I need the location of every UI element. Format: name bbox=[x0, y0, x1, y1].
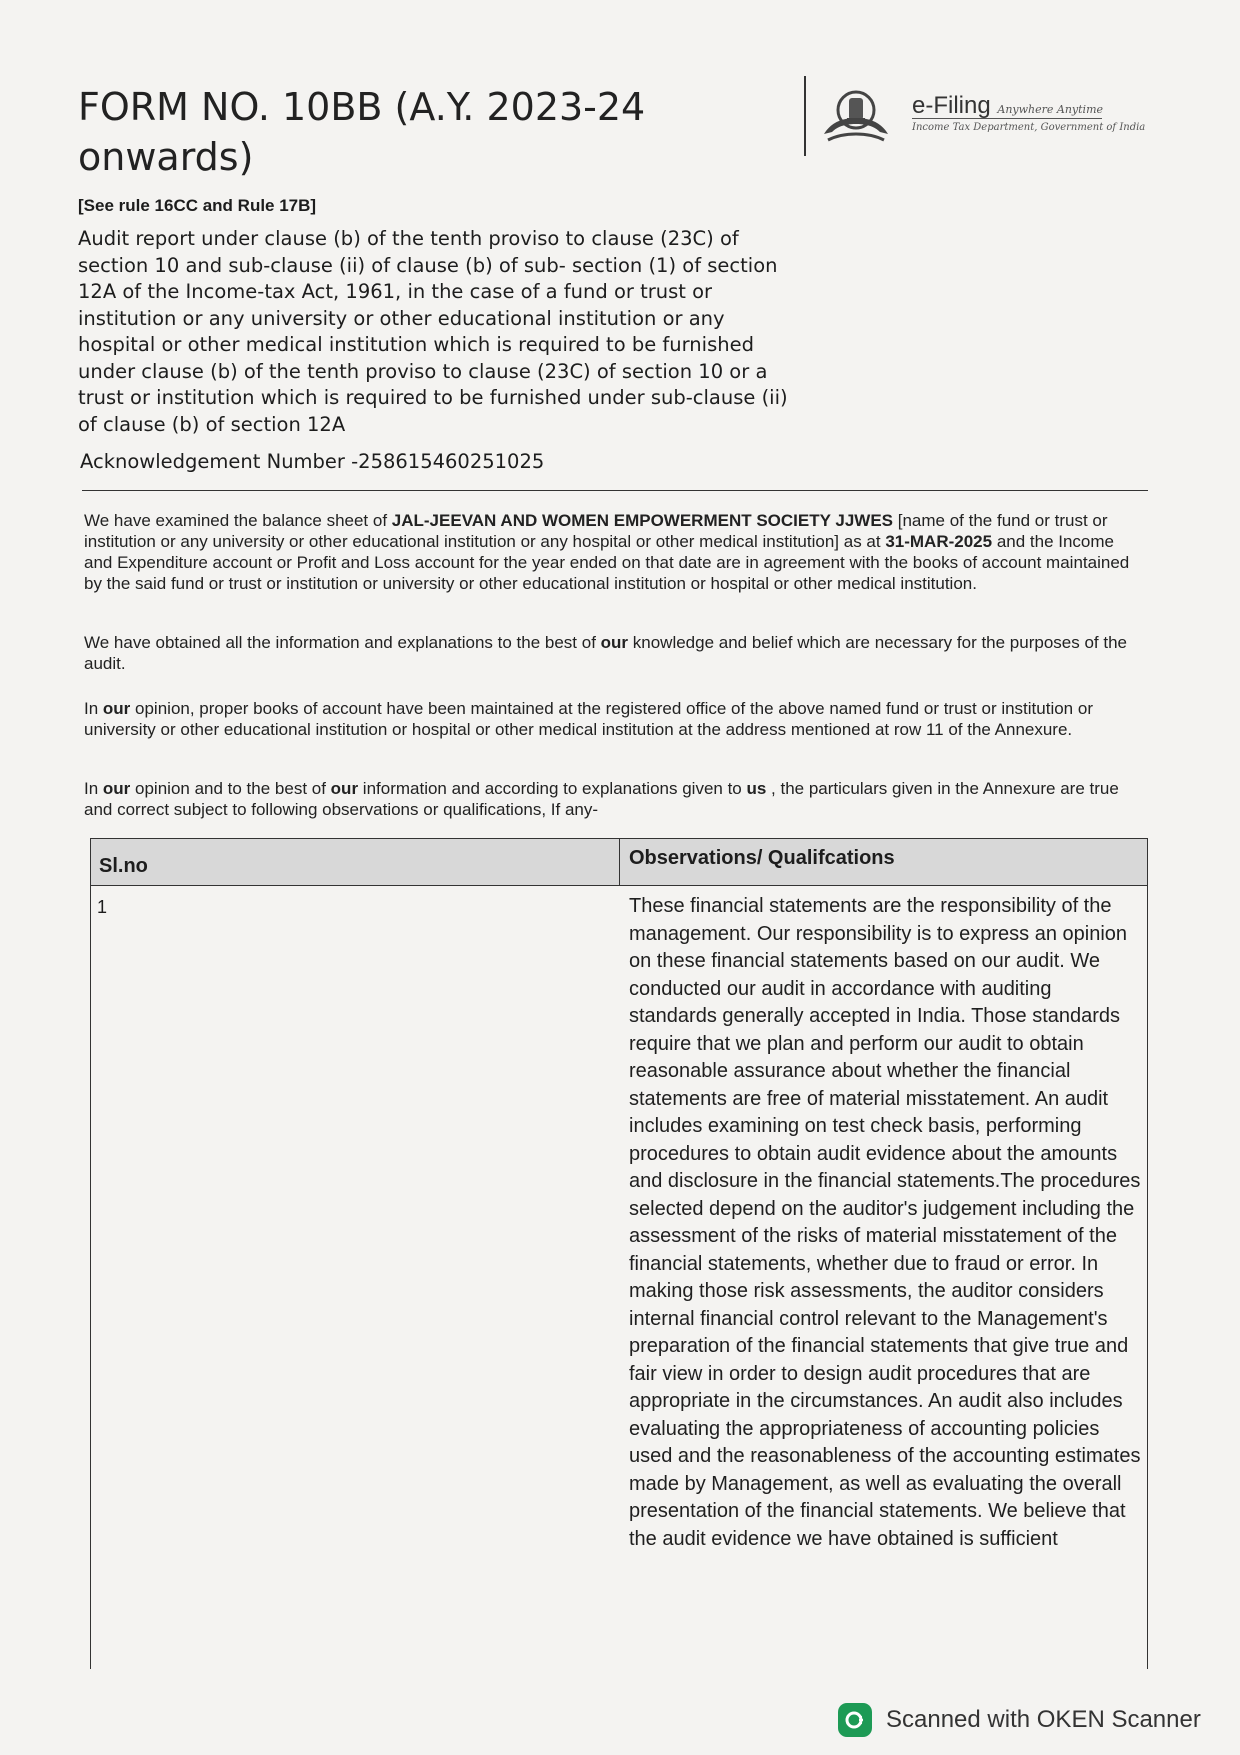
form-description: Audit report under clause (b) of the tenth proviso to clause (23C) of section 10 and sub-clause (ii) of clause (b) of sub- section (1) of section 12A of the Income-tax Act, 1961, in the case of a fund or trust or institution or any university or other educational institution or any hospital or other medical institution which is required to be furnished under clause (b) of the tenth proviso to clause (23C) of section 10 or a trust or institution which is required to be furnished under sub-clause (ii) of clause (b) of section 12A bbox=[78, 227, 788, 436]
header-divider bbox=[82, 490, 1148, 491]
entity-name: JAL-JEEVAN AND WOMEN EMPOWERMENT SOCIETY JJWES bbox=[391, 511, 894, 530]
rule-reference: [See rule 16CC and Rule 17B] bbox=[78, 196, 317, 215]
header-slno: Sl.no bbox=[99, 855, 148, 877]
observations-table bbox=[90, 838, 1148, 1669]
p4-prefix: In bbox=[84, 779, 103, 798]
p2-suffix: knowledge and belief which are necessary for the purposes of the audit. bbox=[84, 633, 1127, 673]
table-header bbox=[91, 839, 1147, 886]
scanner-glyph-icon bbox=[843, 1708, 867, 1732]
p1-prefix: We have examined the balance sheet of bbox=[84, 511, 392, 530]
logo-divider bbox=[804, 76, 806, 156]
p1-suffix: and the Income and Expenditure account or Profit and Loss account for the year ended on that date are in agreement with the books of account maintained by the said fund or trust or institution or university or other educational institution or hospital or other medical institution. bbox=[84, 532, 1130, 593]
p4-bold-1: our bbox=[102, 779, 131, 798]
p3-suffix: opinion, proper books of account have been maintained at the registered office of the above named fund or trust or institution or university or other educational institution or hospital or other medical institution at the address mentioned at row 11 of the Annexure. bbox=[84, 699, 1093, 739]
p1-middle: [name of the fund or trust or institution or any university or other educational institution or any hospital or other medical institution] as at bbox=[84, 511, 1108, 551]
p4-bold-2: our bbox=[330, 779, 359, 798]
paragraph-information bbox=[84, 632, 1144, 674]
p2-prefix: We have obtained all the information and explanations to the best of bbox=[84, 633, 601, 652]
p3-prefix: In bbox=[84, 699, 103, 718]
form-title: FORM NO. 10BB (A.Y. 2023-24 onwards) bbox=[78, 85, 646, 179]
header-column-divider bbox=[619, 839, 620, 885]
efiling-subtitle: Income Tax Department, Government of India bbox=[912, 122, 1146, 133]
efiling-logo-text bbox=[912, 92, 1103, 120]
efiling-name: e-Filing bbox=[912, 92, 991, 119]
acknowledgement-number: Acknowledgement Number -258615460251025 bbox=[80, 450, 545, 473]
efiling-tagline: Anywhere Anytime bbox=[997, 103, 1104, 116]
p3-bold: our bbox=[102, 699, 131, 718]
p4-bold-3: us bbox=[746, 779, 767, 798]
paragraph-balance-sheet bbox=[84, 510, 1144, 594]
p4-middle-1: opinion and to the best of bbox=[130, 779, 331, 798]
p2-bold: our bbox=[600, 633, 629, 652]
row-observation: These financial statements are the responsibility of the management. Our responsibility is to express an opinion on these financial statements based on our audit. We conducted our audit in accordance with auditing standards generally accepted in India. Those standards require that we plan and perform our audit to obtain reasonable assurance about whether the financial statements are free of material misstatement. An audit includes examining on test check basis, performing procedures to obtain audit evidence about the amounts and disclosure in the financial statements.The procedures selected depend on the auditor's judgement including the assessment of the risks of material misstatement of the financial statements, whether due to fraud or error. In making those risk assessments, the auditor considers internal financial control relevant to the Management's preparation of the financial statements that give true and fair view in order to design audit procedures that are appropriate in the circumstances. An audit also includes evaluating the appropriateness of accounting policies used and the reasonableness of the accounting estimates made by Management, as well as evaluating the overall presentation of the financial statements. We believe that the audit evidence we have obtained is sufficient bbox=[629, 895, 1141, 1550]
paragraph-books-of-account bbox=[84, 698, 1144, 740]
p4-suffix: , the particulars given in the Annexure are true and correct subject to following observations or qualifications, If any- bbox=[84, 779, 1119, 819]
p4-middle-2: information and according to explanations given to bbox=[358, 779, 747, 798]
scanner-watermark bbox=[838, 1700, 1218, 1740]
balance-sheet-date: 31-MAR-2025 bbox=[885, 532, 993, 551]
paragraph-opinion bbox=[84, 778, 1144, 820]
efiling-underline bbox=[912, 118, 1102, 119]
header-observations: Observations/ Qualifcations bbox=[629, 847, 895, 869]
scanner-logo-icon bbox=[838, 1703, 872, 1737]
row-slno: 1 bbox=[97, 897, 108, 917]
scanner-label: Scanned with OKEN Scanner bbox=[886, 1706, 1201, 1733]
emblem-icon bbox=[818, 84, 894, 150]
